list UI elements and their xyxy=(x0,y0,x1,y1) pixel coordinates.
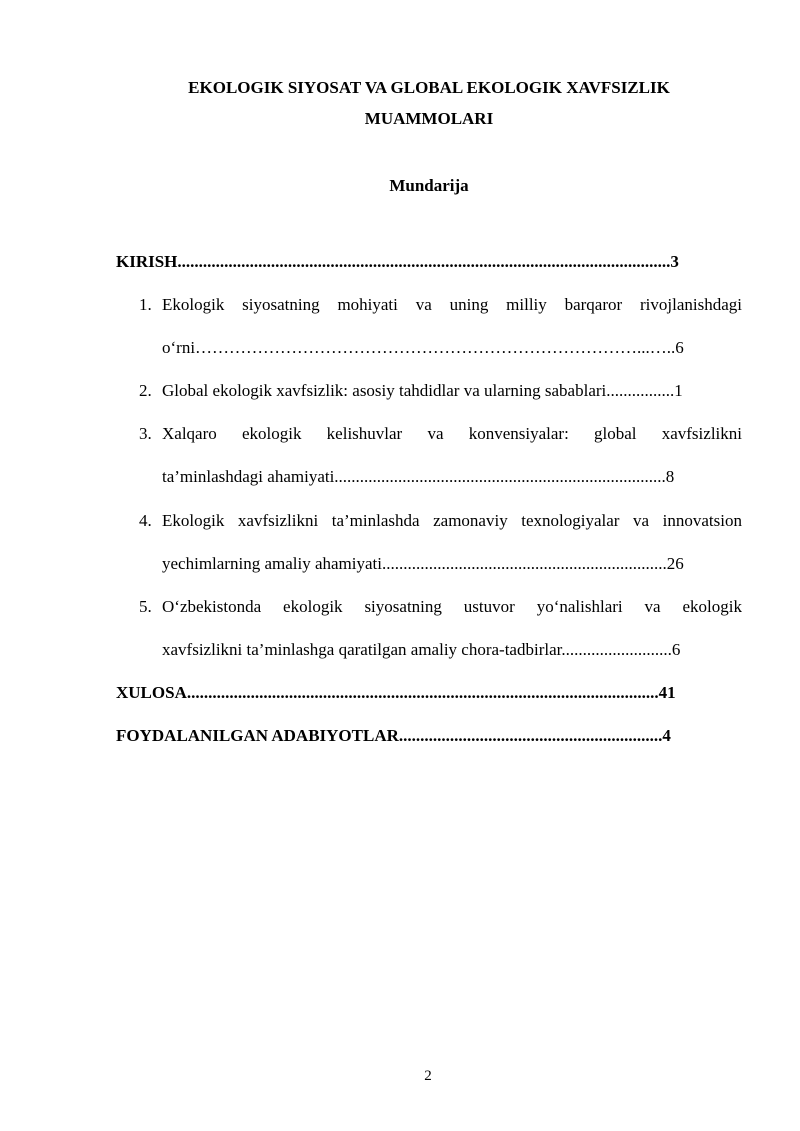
toc-item-3-line-2: ta’minlashdagi ahamiyati..............................................................................8 xyxy=(162,467,675,486)
toc-entry-references: FOYDALANILGAN ADABIYOTLAR..............................................................4 xyxy=(116,726,671,745)
toc-item-4-line-2: yechimlarning amaliy ahamiyati...................................................................26 xyxy=(162,554,684,573)
toc-item-5-line-2: xavfsizlikni ta’minlashga qaratilgan amaliy chora-tadbirlar..........................6 xyxy=(162,640,681,659)
toc-item-2-number: 2. xyxy=(139,381,152,400)
toc-item-3-line-1: Xalqaro ekologik kelishuvlar va konvensiyalar: global xavfsizlikni xyxy=(162,424,742,443)
toc-heading: Mundarija xyxy=(389,176,469,195)
toc-item-2-line-1: Global ekologik xavfsizlik: asosiy tahdidlar va ularning sabablari................1 xyxy=(162,381,683,400)
toc-entry-conclusion: XULOSA...............................................................................................................41 xyxy=(116,683,676,702)
toc-item-4-number: 4. xyxy=(139,511,152,530)
toc-item-4-line-1: Ekologik xavfsizlikni ta’minlashda zamonaviy texnologiyalar va innovatsion xyxy=(162,511,742,530)
toc-item-1-line-1: Ekologik siyosatning mohiyati va uning milliy barqaror rivojlanishdagi xyxy=(162,295,742,314)
document-title-line-2: MUAMMOLARI xyxy=(364,109,494,128)
toc-item-3-number: 3. xyxy=(139,424,152,443)
toc-item-5-line-1: O‘zbekistonda ekologik siyosatning ustuvor yo‘nalishlari va ekologik xyxy=(162,597,742,616)
toc-entry-intro: KIRISH....................................................................................................................3 xyxy=(116,252,679,271)
page-number: 2 xyxy=(424,1068,432,1084)
document-title-line-1: EKOLOGIK SIYOSAT VA GLOBAL EKOLOGIK XAVFSIZLIK xyxy=(188,78,670,97)
toc-item-1-line-2: o‘rni……………………………………………………………………...…..6 xyxy=(162,338,684,357)
toc-item-5-number: 5. xyxy=(139,597,152,616)
toc-item-1-number: 1. xyxy=(139,295,152,314)
